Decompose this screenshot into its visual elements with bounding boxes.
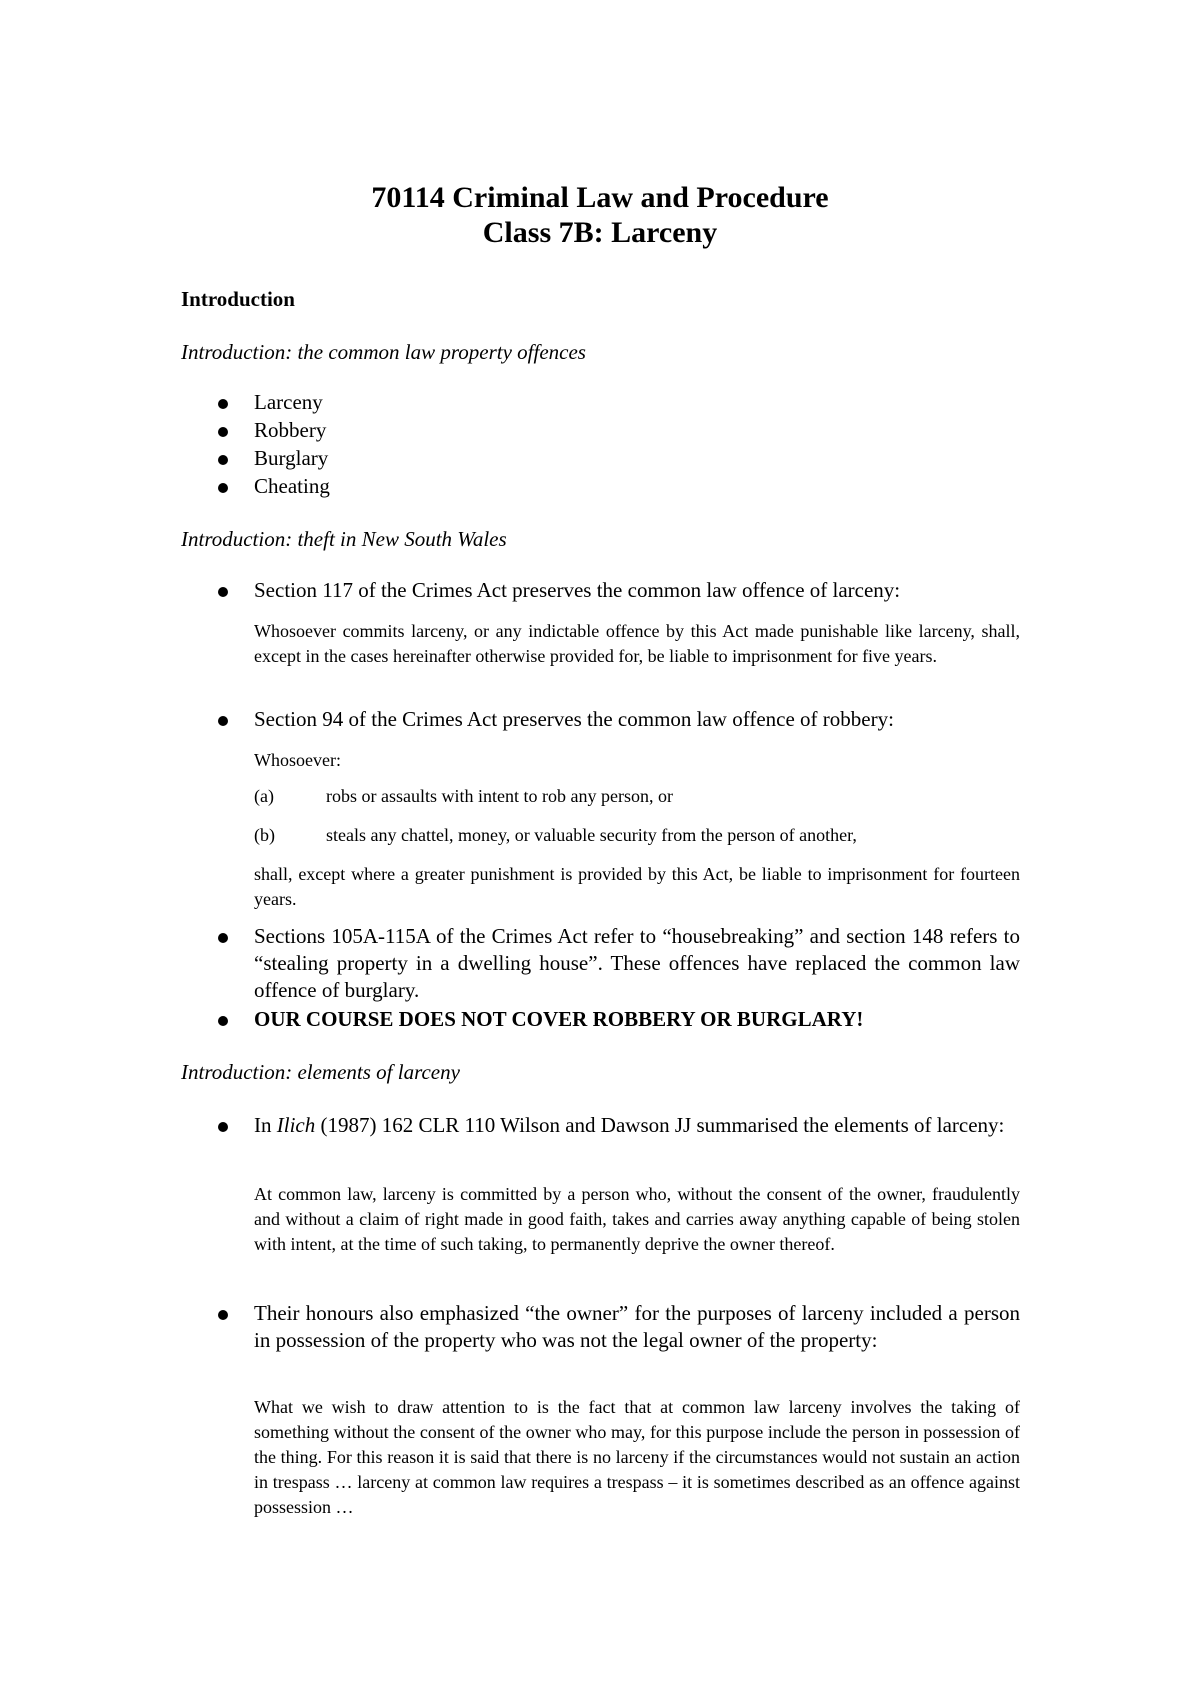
- document-subtitle: Class 7B: Larceny: [482, 216, 718, 249]
- case-name-ilich: Ilich: [276, 1113, 316, 1137]
- section-heading-introduction: Introduction: [181, 287, 295, 311]
- section-94-text: Section 94 of the Crimes Act preserves the common law offence of robbery:: [254, 707, 894, 731]
- section-94-tail: shall, except where a greater punishment is provided by this Act, be liable to imprisonment for fourteen years.: [254, 864, 1020, 909]
- owner-text: Their honours also emphasized “the owner” for the purposes of larceny included a person in possession of the property who was not the legal owner of the property:: [254, 1301, 1020, 1352]
- section-105a-text: Sections 105A-115A of the Crimes Act refer to “housebreaking” and section 148 refers to “stealing property in a dwelling house”. These offences have replaced the common law offence of burglary.: [254, 924, 1020, 1002]
- bullet-icon: [218, 399, 228, 409]
- bullet-icon: [218, 1122, 228, 1132]
- document-title: 70114 Criminal Law and Procedure: [371, 181, 829, 214]
- section-94-a-text: robs or assaults with intent to rob any person, or: [326, 786, 673, 806]
- bullet-icon: [218, 716, 228, 726]
- section-94-b-label: (b): [254, 825, 275, 845]
- subheading-property-offences: Introduction: the common law property offences: [181, 340, 586, 364]
- list-item-offence: Burglary: [254, 446, 329, 470]
- course-note: OUR COURSE DOES NOT COVER ROBBERY OR BURGLARY!: [254, 1007, 864, 1031]
- list-item-offence: Robbery: [254, 418, 327, 442]
- section-94-intro: Whosoever:: [254, 750, 341, 770]
- subheading-theft-nsw: Introduction: theft in New South Wales: [181, 527, 507, 551]
- bullet-icon: [218, 427, 228, 437]
- section-117-quote: Whosoever commits larceny, or any indictable offence by this Act made punishable like larceny, shall, except in the cases hereinafter otherwise provided for, be liable to imprisonment for five years.: [254, 621, 1020, 666]
- bullet-icon: [218, 1016, 228, 1026]
- subheading-elements-larceny: Introduction: elements of larceny: [181, 1060, 460, 1084]
- ilich-text: [254, 1112, 1020, 1139]
- section-94-b-text: steals any chattel, money, or valuable security from the person of another,: [326, 825, 857, 845]
- list-item-offence: Larceny: [254, 390, 323, 414]
- ilich-post: (1987) 162 CLR 110 Wilson and Dawson JJ summarised the elements of larceny:: [315, 1113, 1005, 1137]
- ilich-quote: At common law, larceny is committed by a person who, without the consent of the owner, fraudulently and without a claim of right made in good faith, takes and carries away anything capable of being stolen with intent, at the time of such taking, to permanently deprive the owner thereof.: [254, 1184, 1020, 1254]
- bullet-icon: [218, 587, 228, 597]
- bullet-icon: [218, 1310, 228, 1320]
- list-item-offence: Cheating: [254, 474, 330, 498]
- bullet-icon: [218, 933, 228, 943]
- owner-quote: What we wish to draw attention to is the fact that at common law larceny involves the taking of something without the consent of the owner who may, for this purpose include the person in possession of the thing. For this reason it is said that there is no larceny if the circumstances would not sustain an action in trespass … larceny at common law requires a trespass – it is sometimes described as an offence against possession …: [254, 1397, 1020, 1517]
- ilich-pre: In: [254, 1113, 277, 1137]
- section-117-text: Section 117 of the Crimes Act preserves the common law offence of larceny:: [254, 578, 901, 602]
- bullet-icon: [218, 483, 228, 493]
- section-94-a-label: (a): [254, 786, 274, 806]
- bullet-icon: [218, 455, 228, 465]
